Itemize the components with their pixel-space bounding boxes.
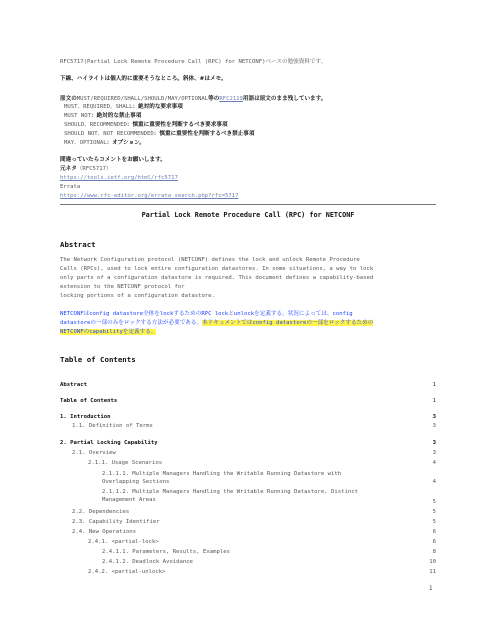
- abstract-line-3: only parts of a configuration datastore is required. This document defines a capability-based: [60, 275, 374, 281]
- translation-term: unlock: [233, 311, 255, 317]
- highlighted-term: capability: [89, 329, 123, 335]
- toc-entry-label[interactable]: 1. Introduction: [60, 414, 111, 420]
- keyword-item-5: [64, 140, 145, 147]
- rfc2119-link[interactable]: RFC2119: [219, 96, 243, 102]
- toc-entry-page: 6: [432, 529, 436, 535]
- abstract-translation-line-3: [60, 329, 156, 336]
- toc-entry-page: 5: [432, 519, 436, 525]
- abstract-translation-line-2: [60, 320, 373, 327]
- toc-entry-label[interactable]: 2.3. Capability Identifier: [72, 519, 160, 525]
- keyword: SHOULD、RECOMMENDED: [64, 122, 127, 128]
- translation-text: と: [228, 311, 234, 317]
- toc-entry-page: 4: [432, 479, 436, 485]
- intro-line-1: [60, 59, 326, 66]
- toc-entry-page: 8: [432, 549, 436, 555]
- highlighted-text: の: [83, 329, 90, 335]
- toc-entry-label[interactable]: 2.1.1.2. Multiple Managers Handling the Writable Running Datastore, Distinct: [102, 489, 358, 495]
- errata-label: Errata: [60, 184, 81, 190]
- keyword-item-2: [64, 113, 141, 120]
- toc-entry-page: 4: [432, 460, 436, 466]
- toc-entry-page: 1: [432, 398, 436, 404]
- translation-term: datastore: [60, 320, 91, 326]
- abstract-line-1: The Network Configuration protocol (NETCONF) defines the lock and unlock Remote Procedure: [60, 257, 360, 263]
- toc-entry-page: 5: [432, 509, 436, 515]
- keyword-list: MUST/REQUIRED/SHALL/SHOULD/MAY/OPTIONAL: [76, 96, 209, 102]
- abstract-line-4: extension to the NETCONF protocol for: [60, 284, 185, 290]
- translation-text: 全体を: [143, 311, 160, 317]
- toc-heading: Table of Contents: [60, 355, 136, 364]
- abstract-translation-line-1: [60, 311, 353, 318]
- toc-entry-page: 5: [432, 499, 436, 505]
- highlighted-text: の一部をロックするための: [306, 320, 374, 326]
- translation-text: するための: [173, 311, 202, 317]
- toc-entry-page: 3: [432, 440, 436, 446]
- toc-entry-label[interactable]: 2.1. Overview: [72, 450, 116, 456]
- divider: [60, 204, 436, 205]
- page-number: 1: [429, 586, 433, 592]
- keyword-meaning: ：慎重に重要性を判断するべき要求事項: [126, 122, 228, 128]
- toc-entry-page: 1: [432, 382, 436, 388]
- translation-text: を定義する。状況によっては、: [254, 311, 333, 317]
- toc-entry-label[interactable]: 1.1. Definition of Terms: [72, 423, 153, 429]
- toc-entry-label[interactable]: 2.4.1.2. Deadlock Avoidance: [102, 559, 193, 565]
- rfc-reference: RFC5717(Partial Lock Remote Procedure Call (RPC) for NETCONF): [60, 59, 266, 65]
- translation-term: config: [332, 311, 353, 317]
- keyword: MUST、REQUIRED、SHALL: [64, 104, 133, 110]
- abstract-line-2: Calls (RPCs), used to lock entire configuration datastores. In some situations, a way to lock: [60, 266, 374, 272]
- toc-entry-label[interactable]: 2.1.1.1. Multiple Managers Handling the Writable Running Datastore with: [102, 471, 342, 477]
- intro-line-2: 下線、ハイライトは個人的に重要そうなところ。斜体、#はメモ。: [60, 76, 227, 82]
- toc-entry-label[interactable]: 2.4.1. <partial-lock>: [88, 539, 159, 545]
- intro-text: ベースの勉強資料です。: [265, 59, 327, 65]
- source-label: 元ネタ: [60, 166, 77, 172]
- toc-entry-label-continued[interactable]: Overlapping Sections: [102, 479, 170, 485]
- translation-term: config datastore: [89, 311, 144, 317]
- toc-entry-label[interactable]: 2.2. Dependencies: [72, 509, 130, 515]
- keyword: MAY、OPTIONAL: [64, 140, 107, 146]
- keyword-item-3: [64, 122, 228, 129]
- toc-entry-page: 6: [432, 539, 436, 545]
- translation-term: NETCONF: [60, 311, 84, 317]
- source-rfc: （RFC5717）: [76, 166, 112, 172]
- toc-entry-label[interactable]: 2.4. New Operations: [72, 529, 136, 535]
- errata-link[interactable]: https://www.rfc-editor.org/errata_search.php?rfc=5717: [60, 193, 239, 199]
- keyword-item-4: [64, 131, 255, 138]
- keyword-meaning: ：絶対的な要求事項: [132, 104, 183, 110]
- toc-entry-page: 3: [432, 414, 436, 420]
- toc-entry-page: 11: [429, 569, 436, 575]
- translation-text: は: [83, 311, 90, 317]
- intro-text: 等の: [208, 96, 220, 102]
- keyword-meaning: ：オプション。: [106, 140, 145, 146]
- abstract-heading: Abstract: [60, 240, 96, 249]
- toc-entry-page: 3: [432, 423, 436, 429]
- highlighted-term: NETCONF: [60, 329, 84, 335]
- document-title: Partial Lock Remote Procedure Call (RPC) for NETCONF: [141, 211, 355, 219]
- toc-entry-label[interactable]: Abstract: [60, 382, 87, 388]
- intro-text: 原文の: [60, 96, 77, 102]
- toc-entry-label[interactable]: 2.4.1.1. Parameters, Results, Examples: [102, 549, 230, 555]
- toc-entry-page: 3: [432, 450, 436, 456]
- translation-term: lock: [159, 311, 174, 317]
- toc-entry-label[interactable]: Table of Contents: [60, 398, 118, 404]
- toc-entry-page: 10: [429, 559, 436, 565]
- abstract-line-5: locking portions of a configuration datastore.: [60, 293, 215, 299]
- toc-entry-label[interactable]: 2.1.1. Usage Scenarios: [88, 460, 163, 466]
- highlighted-text: を定義する。: [122, 329, 157, 335]
- keyword-meaning: ：絶対的な禁止事項: [90, 113, 142, 119]
- keyword-meaning: ：慎重に重要性を判断するべき禁止事項: [153, 131, 255, 137]
- keyword: MUST NOT: [64, 113, 91, 119]
- translation-text: の一部のみをロックする方法が必要である。: [90, 320, 203, 326]
- intro-text: 用語は原文のまま残しています。: [242, 96, 327, 102]
- highlighted-term: config datastore: [252, 320, 307, 326]
- keyword: SHOULD NOT、NOT RECOMMENDED: [64, 131, 154, 137]
- intro-line-3: [60, 96, 326, 103]
- keyword-item-1: [64, 104, 183, 111]
- highlighted-text: 本ドキュメントでは: [202, 320, 253, 326]
- rfc5717-link[interactable]: https://tools.ietf.org/html/rfc5717: [60, 175, 178, 181]
- comment-request: 間違っていたらコメントをお願いします。: [60, 157, 166, 163]
- source-line: [60, 166, 112, 173]
- toc-entry-label-continued[interactable]: Management Areas: [102, 497, 156, 503]
- translation-term: RPC lock: [201, 311, 229, 317]
- toc-entry-label[interactable]: 2.4.2. <partial-unlock>: [88, 569, 166, 575]
- toc-entry-label[interactable]: 2. Partial Locking Capability: [60, 440, 158, 446]
